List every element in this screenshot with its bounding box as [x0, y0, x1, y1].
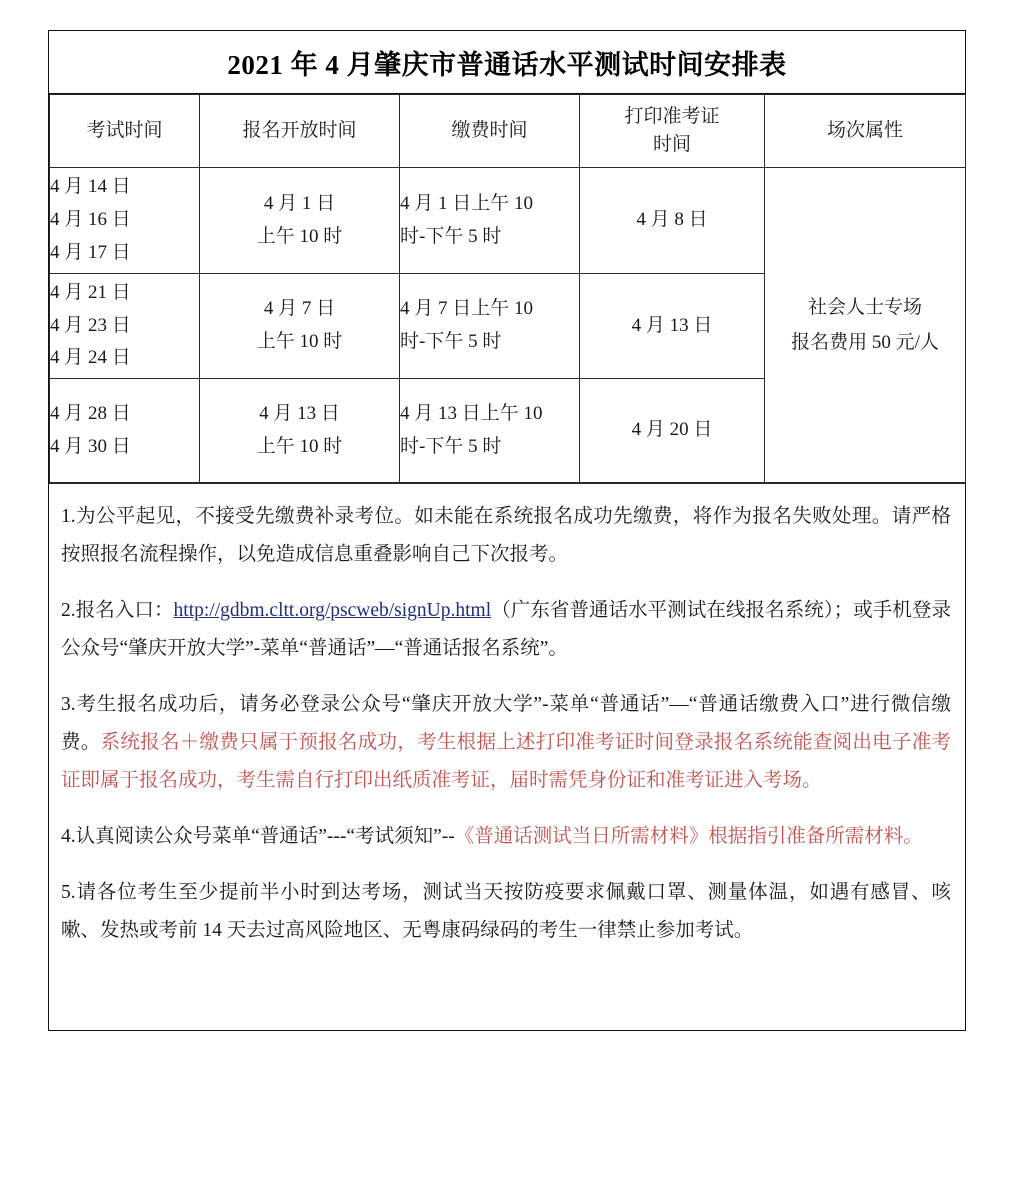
note-item-5: 5.请各位考生至少提前半小时到达考场，测试当天按防疫要求佩戴口罩、测量体温，如遇有感冒、咳嗽、发热或考前 14 天去过高风险地区、无粤康码绿码的考生一律禁止参加考试。	[61, 882, 951, 942]
registration-line: 4 月 7 日	[263, 298, 336, 320]
table-row	[50, 168, 966, 274]
exam-date: 4 月 30 日	[50, 435, 131, 457]
print-admission-line2: 时间	[652, 134, 691, 155]
payment-cell	[400, 168, 580, 274]
payment-line: 4 月 13 日上午 10	[400, 402, 543, 424]
exam-date: 4 月 17 日	[50, 241, 131, 263]
session-attribute-line2: 报名费用 50 元/人	[791, 332, 939, 353]
session-attribute-cell	[765, 168, 966, 483]
note-3-black-text: 3.考生报名成功后，请务必登录公众号“肇庆开放大学”-菜单“普通话”—“普通话缴费入口”进行微信缴费。	[61, 694, 951, 754]
registration-line: 上午 10 时	[256, 225, 343, 247]
document-page	[48, 30, 966, 1031]
registration-line: 上午 10 时	[256, 435, 343, 457]
notes-section	[49, 483, 965, 1030]
registration-cell	[200, 168, 400, 274]
print-date-cell: 4 月 8 日	[580, 168, 765, 274]
payment-line: 4 月 7 日上午 10	[400, 298, 534, 320]
exam-date: 4 月 21 日	[50, 281, 131, 303]
document-title-row	[49, 31, 965, 94]
registration-line: 4 月 13 日	[259, 402, 340, 424]
session-attribute-line1: 社会人士专场	[807, 296, 922, 318]
exam-date: 4 月 14 日	[50, 176, 131, 198]
exam-dates-cell	[50, 274, 200, 379]
registration-cell	[200, 379, 400, 483]
note-item-4	[61, 818, 951, 856]
note-item-1: 1.为公平起见，不接受先缴费补录考位。如未能在系统报名成功先缴费，将作为报名失败处理。请严格按照报名流程操作，以免造成信息重叠影响自己下次报考。	[61, 506, 951, 566]
table-body	[50, 168, 966, 483]
exam-date: 4 月 16 日	[50, 209, 131, 231]
column-header-exam-time: 考试时间	[50, 95, 200, 168]
registration-line: 上午 10 时	[256, 331, 343, 352]
column-header-registration-open: 报名开放时间	[200, 95, 400, 168]
registration-url-link[interactable]: http://gdbm.cltt.org/pscweb/signUp.html	[173, 600, 492, 622]
payment-line: 时-下午 5 时	[400, 225, 502, 247]
exam-date: 4 月 24 日	[50, 347, 131, 369]
print-admission-line1: 打印准考证	[624, 105, 720, 127]
exam-dates-cell	[50, 379, 200, 483]
note-4-red-emphasis: 《普通话测试当日所需材料》根据指引准备所需材料。	[454, 826, 923, 848]
payment-cell	[400, 274, 580, 379]
exam-date: 4 月 28 日	[50, 402, 131, 424]
payment-cell	[400, 379, 580, 483]
note-item-2	[61, 592, 951, 668]
exam-dates-cell	[50, 168, 200, 274]
print-date-cell: 4 月 20 日	[580, 379, 765, 483]
registration-cell	[200, 274, 400, 379]
registration-line: 4 月 1 日	[263, 192, 336, 214]
payment-line: 时-下午 5 时	[400, 331, 502, 352]
column-header-payment-time: 缴费时间	[400, 95, 580, 168]
column-header-session-attribute: 场次属性	[765, 95, 966, 168]
table-header-row	[50, 95, 966, 168]
payment-line: 时-下午 5 时	[400, 435, 502, 457]
note-4-black-text: 4.认真阅读公众号菜单“普通话”---“考试须知”--	[61, 826, 455, 848]
table-header	[50, 95, 966, 168]
payment-line: 4 月 1 日上午 10	[400, 192, 534, 214]
page-title: 2021 年 4 月肇庆市普通话水平测试时间安排表	[227, 49, 787, 80]
schedule-table	[49, 94, 966, 483]
column-header-print-admission	[580, 95, 765, 168]
print-date-cell: 4 月 13 日	[580, 274, 765, 379]
note-item-3	[61, 686, 951, 800]
note-2-suffix: （广东省普通话水平测试在线报名系统）；或手机登录公众号“肇庆开放大学”-菜单“普通话”—“普通话报名系统”。	[61, 600, 951, 660]
note-3-red-emphasis: 系统报名＋缴费只属于预报名成功，考生根据上述打印准考证时间登录报名系统能查阅出电子准考证即属于报名成功，考生需自行打印出纸质准考证，届时需凭身份证和准考证进入考场。	[61, 732, 951, 792]
exam-date: 4 月 23 日	[50, 314, 131, 336]
note-2-prefix: 2.报名入口：	[61, 600, 174, 622]
